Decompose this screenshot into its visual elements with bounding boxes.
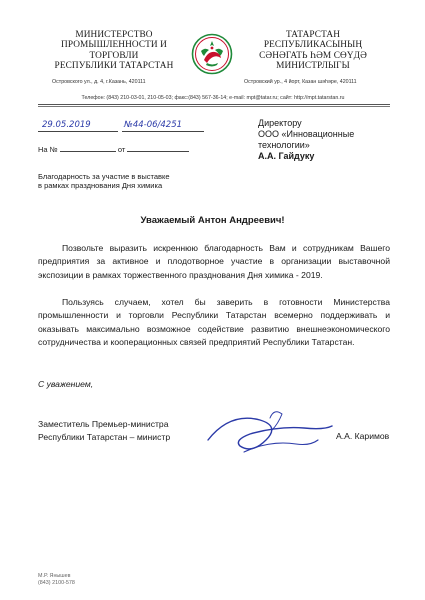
ministry-name-russian (44, 30, 184, 72)
handwritten-signature (200, 400, 340, 470)
header-left-line2: ПРОМЫШЛЕННОСТИ И (61, 40, 167, 51)
header-divider-thin (38, 106, 390, 107)
addressee-line2: ООО «Инновационные (258, 129, 355, 139)
body-paragraph-2: Пользуясь случаем, хотел бы заверить в готовности Министерства промышленности и торговли Республики Татарстан всемерно поддерживать и оказывать максимально возможное содействие развитию внешнеэкономического сотрудничества и кооперационных связей предприятий Республики Татарстан. (38, 297, 390, 348)
header-left-line3: ТОРГОВЛИ (89, 50, 139, 61)
document-number: №44-06/4251 (124, 120, 183, 130)
body-paragraph-1: Позвольте выразить искреннюю благодарность Вам и сотрудникам Вашего предприятия за активное и плодотворное участие в организации выставочной экспозиции в рамках торжественного празднования Дня химика - 2019. (38, 243, 390, 280)
incoming-ref-line (38, 144, 189, 154)
header-left-line1: МИНИСТЕРСТВО (75, 30, 153, 40)
header-right-line1: ТАТАРСТАН (285, 30, 341, 40)
na-label: На № (38, 145, 58, 154)
executor-phone: (843) 2100-578 (38, 580, 75, 586)
executor-footer (38, 573, 75, 587)
subject-line1: Благодарность за участие в выставке (38, 172, 170, 181)
addressee-line3: технологии» (258, 140, 310, 150)
subject (38, 172, 208, 191)
header-divider (38, 104, 390, 105)
signer-name: А.А. Каримов (336, 431, 390, 441)
addressee-block (258, 118, 398, 162)
subject-line2: в рамках празднования Дня химика (38, 181, 163, 191)
address-tatar: Островский ур., 4 йорт, Казан шәһәре, 420111 (244, 79, 357, 85)
header-right-line4: МИНИСТРЛЫГЫ (276, 61, 350, 72)
signer-title-line2: Республики Татарстан – министр (38, 432, 171, 442)
signer-title (38, 418, 170, 444)
header-left-line4: РЕСПУБЛИКИ ТАТАРСТАН (54, 61, 174, 72)
signer-title-line1: Заместитель Премьер-министра (38, 419, 169, 429)
address-russian: Островского ул., д. 4, г.Казань, 420111 (52, 79, 146, 85)
tatarstan-coat-of-arms-icon (191, 33, 233, 75)
handwritten-date: 29.05.2019 (42, 120, 91, 130)
closing-regards: С уважением, (38, 379, 94, 389)
ot-label: от (117, 145, 126, 154)
header-right-line2: РЕСПУБЛИКАСЫНЫҢ (263, 40, 363, 51)
greeting: Уважаемый Антон Андреевич! (140, 215, 285, 226)
addressee-line1: Директору (258, 118, 302, 128)
ministry-name-tatar (238, 30, 388, 72)
contact-line: Телефон: (843) 210-03-01, 210-05-03; факс:(843) 567-36-14; e-mail: mpt@tatar.ru; сайт: http://mpt.tatarstan.ru (81, 95, 345, 101)
incoming-date-blank (127, 144, 189, 152)
executor-name: М.Р. Янышев (38, 573, 71, 579)
incoming-number-blank (60, 144, 116, 152)
header-right-line3: СӘНӘГАТЬ ҺӘМ СӨҮДӘ (259, 50, 367, 61)
addressee-name: А.А. Гайдуку (258, 151, 315, 161)
